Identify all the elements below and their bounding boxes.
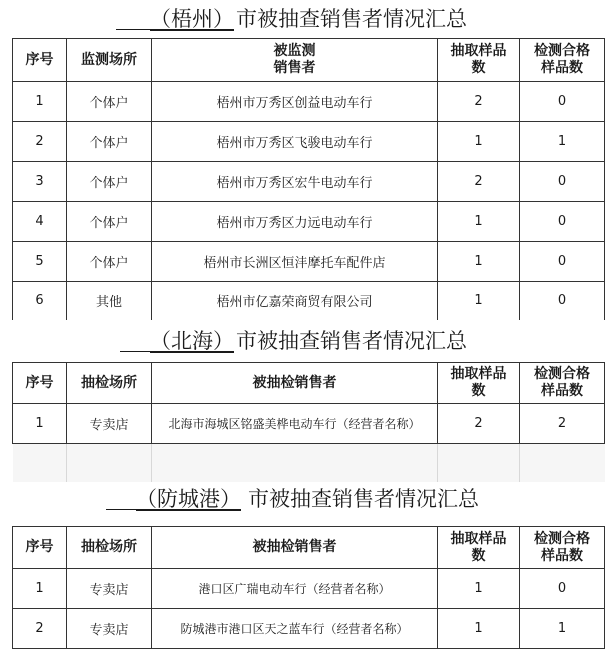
- header-place: 抽检场所: [67, 527, 152, 569]
- blank-cell: [67, 444, 152, 482]
- cell-place: 个体户: [67, 202, 152, 242]
- cell-seller: 北海市海城区铭盛美桦电动车行（经营者名称）: [152, 404, 438, 444]
- cell-sampled: 2: [438, 162, 520, 202]
- blank-cell: [13, 444, 67, 482]
- fangchenggang-section-title: [12, 484, 604, 514]
- header-place: 监测场所: [67, 39, 152, 82]
- table-row: [13, 122, 605, 162]
- table-row: [13, 202, 605, 242]
- header-seller: 被抽检销售者: [152, 527, 438, 569]
- cell-place: 专卖店: [67, 609, 152, 649]
- beihai-table: [12, 362, 605, 482]
- header-passed-line2: 样品数: [541, 547, 583, 564]
- header-passed: [520, 527, 605, 569]
- header-no: 序号: [13, 39, 67, 82]
- table-row: [13, 404, 605, 444]
- cell-sampled: 1: [438, 609, 520, 649]
- table-row: [13, 162, 605, 202]
- cell-place: 个体户: [67, 122, 152, 162]
- header-seller: [152, 39, 438, 82]
- header-passed-line1: 检测合格: [534, 43, 590, 59]
- cell-no: 1: [13, 404, 67, 444]
- cell-sampled: 1: [438, 202, 520, 242]
- header-sampled-line2: 数: [471, 383, 486, 399]
- cell-passed: 0: [520, 242, 605, 282]
- header-no: 序号: [13, 527, 67, 569]
- cell-seller: 梧州市万秀区飞骏电动车行: [152, 122, 438, 162]
- table-row: [13, 609, 605, 649]
- wuzhou-section: [12, 4, 604, 320]
- cell-seller: 梧州市亿嘉荣商贸有限公司: [152, 282, 438, 320]
- cell-place: 专卖店: [67, 569, 152, 609]
- table-row: [13, 569, 605, 609]
- cell-passed: 1: [520, 609, 605, 649]
- header-seller-line1: 被监测: [273, 43, 316, 59]
- wuzhou-region-name: （梧州）: [150, 7, 234, 31]
- beihai-region-name: （北海）: [150, 329, 234, 353]
- cell-passed: 0: [520, 162, 605, 202]
- beihai-section-title: [12, 326, 604, 356]
- header-passed-line2: 样品数: [541, 60, 583, 76]
- header-place: 抽检场所: [67, 363, 152, 404]
- header-sampled-line1: 抽取样品: [450, 530, 507, 547]
- cell-seller: 梧州市长洲区恒沣摩托车配件店: [152, 242, 438, 282]
- table-header-row: [13, 527, 605, 569]
- cell-no: 2: [13, 122, 67, 162]
- cell-sampled: 1: [438, 122, 520, 162]
- blank-cell: [438, 444, 520, 482]
- header-seller-line2: 销售者: [273, 60, 316, 76]
- wuzhou-table: [12, 38, 605, 320]
- cell-sampled: 1: [438, 282, 520, 320]
- header-passed-line1: 检测合格: [534, 530, 590, 547]
- cell-place: 个体户: [67, 242, 152, 282]
- header-passed: [520, 39, 605, 82]
- wuzhou-section-title: [12, 4, 604, 34]
- header-sampled: [438, 527, 520, 569]
- cell-passed: 0: [520, 82, 605, 122]
- header-no: 序号: [13, 363, 67, 404]
- cell-passed: 2: [520, 404, 605, 444]
- cell-passed: 0: [520, 202, 605, 242]
- blank-cell: [520, 444, 605, 482]
- cell-place: 其他: [67, 282, 152, 320]
- table-header-row: [13, 363, 605, 404]
- cell-sampled: 2: [438, 404, 520, 444]
- header-passed-line2: 样品数: [541, 383, 583, 399]
- header-passed: [520, 363, 605, 404]
- cell-passed: 0: [520, 569, 605, 609]
- beihai-title-suffix: 市被抽查销售者情况汇总: [236, 329, 467, 353]
- cell-passed: 0: [520, 282, 605, 320]
- header-sampled-line1: 抽取样品: [450, 43, 507, 59]
- cell-no: 2: [13, 609, 67, 649]
- header-sampled-line2: 数: [471, 60, 486, 76]
- header-passed-line1: 检测合格: [534, 366, 590, 382]
- wuzhou-title-suffix: 市被抽查销售者情况汇总: [236, 7, 467, 31]
- blank-row: [13, 444, 605, 482]
- fangchenggang-region-name: （防城港）: [136, 487, 241, 511]
- fangchenggang-section: [12, 484, 604, 649]
- fangchenggang-table: [12, 526, 605, 649]
- header-sampled: [438, 363, 520, 404]
- cell-seller: 梧州市万秀区宏牛电动车行: [152, 162, 438, 202]
- cell-place: 个体户: [67, 82, 152, 122]
- header-sampled-line2: 数: [471, 547, 486, 564]
- beihai-section: [12, 326, 604, 482]
- cell-no: 5: [13, 242, 67, 282]
- table-header-row: [13, 39, 605, 82]
- cell-sampled: 1: [438, 242, 520, 282]
- table-row: [13, 82, 605, 122]
- cell-passed: 1: [520, 122, 605, 162]
- fangchenggang-title-suffix: 市被抽查销售者情况汇总: [248, 487, 479, 511]
- cell-no: 6: [13, 282, 67, 320]
- cell-sampled: 1: [438, 569, 520, 609]
- cell-seller: 梧州市万秀区创益电动车行: [152, 82, 438, 122]
- header-seller: 被抽检销售者: [152, 363, 438, 404]
- cell-no: 1: [13, 569, 67, 609]
- cell-no: 4: [13, 202, 67, 242]
- cell-place: 专卖店: [67, 404, 152, 444]
- cell-no: 1: [13, 82, 67, 122]
- cell-no: 3: [13, 162, 67, 202]
- cell-place: 个体户: [67, 162, 152, 202]
- table-row: [13, 242, 605, 282]
- header-sampled-line1: 抽取样品: [450, 366, 507, 382]
- cell-seller: 梧州市万秀区力远电动车行: [152, 202, 438, 242]
- blank-cell: [152, 444, 438, 482]
- cell-seller: 防城港市港口区天之蓝车行（经营者名称）: [152, 609, 438, 649]
- header-sampled: [438, 39, 520, 82]
- cell-sampled: 2: [438, 82, 520, 122]
- cell-seller: 港口区广瑞电动车行（经营者名称）: [152, 569, 438, 609]
- table-row: [13, 282, 605, 320]
